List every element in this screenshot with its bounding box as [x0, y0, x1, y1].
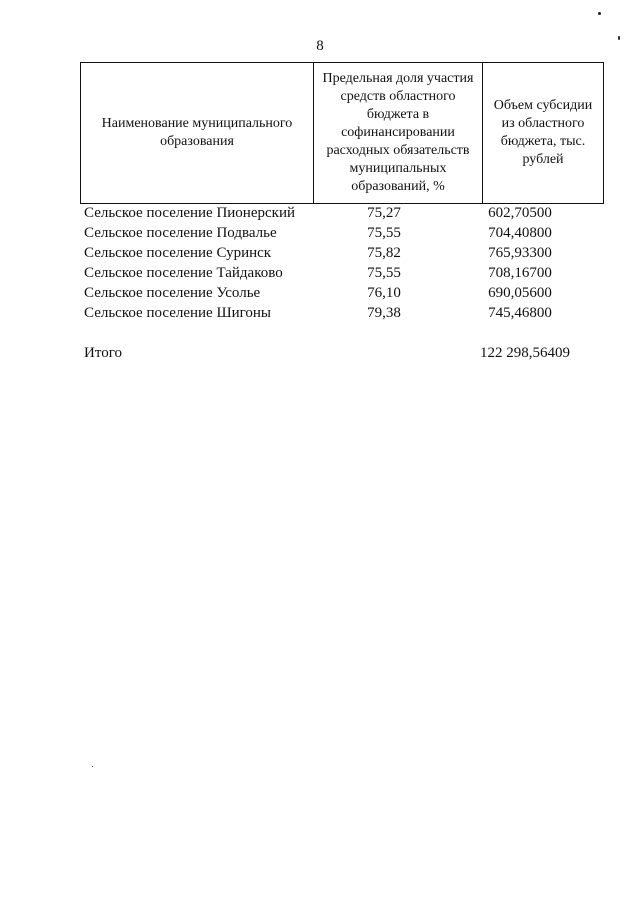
header-row	[81, 63, 604, 204]
municipality-name: Сельское поселение Пионерский	[84, 205, 295, 221]
table-row	[80, 243, 576, 263]
share-value: 75,27	[367, 205, 401, 221]
header-municipality: Наименование муниципального образования	[81, 63, 314, 204]
table-row	[80, 303, 576, 323]
table-row	[80, 283, 576, 303]
table-row	[80, 263, 576, 283]
subsidy-value: 602,70500	[488, 205, 552, 221]
scan-speck	[618, 36, 620, 40]
page-number: 8	[316, 38, 324, 54]
total-value: 122 298,56409	[480, 345, 570, 361]
table-row	[80, 223, 576, 243]
share-value: 79,38	[367, 305, 401, 321]
total-row	[80, 343, 576, 363]
scan-speck	[92, 766, 93, 767]
municipality-name: Сельское поселение Подвалье	[84, 225, 277, 241]
municipality-name: Сельское поселение Шигоны	[84, 305, 271, 321]
municipality-name: Сельское поселение Суринск	[84, 245, 272, 261]
subsidy-value: 708,16700	[488, 265, 552, 281]
table-header	[80, 62, 604, 204]
share-value: 76,10	[367, 285, 401, 301]
municipality-name: Сельское поселение Тайдаково	[84, 265, 283, 281]
subsidy-value: 745,46800	[488, 305, 552, 321]
share-value: 75,82	[367, 245, 401, 261]
municipality-name: Сельское поселение Усолье	[84, 285, 261, 301]
subsidy-value: 765,93300	[488, 245, 552, 261]
header-subsidy: Объем субсидии из областного бюджета, тыс. рублей	[483, 63, 604, 204]
scan-speck	[598, 12, 601, 15]
table-body	[80, 203, 576, 323]
share-value: 75,55	[367, 225, 401, 241]
subsidy-value: 704,40800	[488, 225, 552, 241]
header-share: Предельная доля участия средств областного бюджета в софинансировании расходных обязательств муниципальных образований, %	[314, 63, 483, 204]
table-row	[80, 203, 576, 223]
share-value: 75,55	[367, 265, 401, 281]
total-label: Итого	[84, 345, 122, 361]
subsidy-value: 690,05600	[488, 285, 552, 301]
